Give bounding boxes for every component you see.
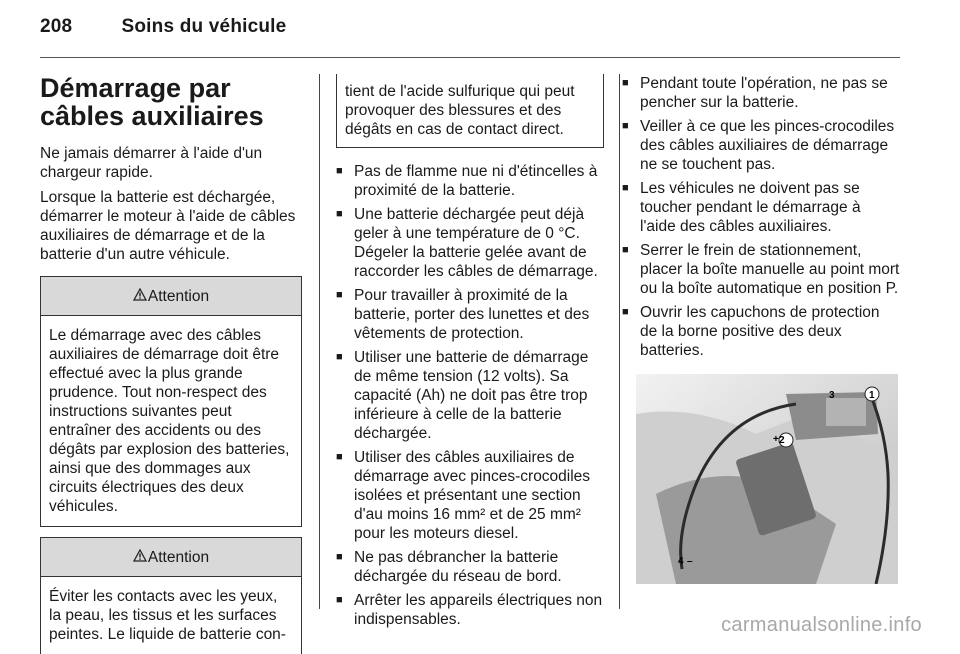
list-item: ■ Arrêter les appareils électriques non indispensables. bbox=[336, 591, 604, 629]
list-item: ■ Pour travailler à proximité de la batterie, porter des lunettes et des vêtements de protection. bbox=[336, 286, 604, 343]
warning-header-1 bbox=[41, 277, 301, 316]
photo-label-1: 1 bbox=[869, 390, 875, 401]
paragraph-charger: Ne jamais démarrer à l'aide d'un chargeur rapide. bbox=[40, 145, 263, 181]
section-title: Soins du véhicule bbox=[121, 16, 287, 37]
photo-minus-sign: – bbox=[687, 556, 693, 567]
paragraph-battery: Lorsque la batterie est déchargée, démarrer le moteur à l'aide de câbles auxiliaires de démarrage et de la batterie d'un autre véhicule. bbox=[40, 189, 296, 263]
list-item: ■ Pas de flamme nue ni d'étincelles à proximité de la batterie. bbox=[336, 162, 604, 200]
warning-box-2-continued bbox=[336, 74, 604, 148]
photo-label-4: 4 bbox=[678, 556, 684, 567]
precautions-list-1 bbox=[336, 162, 604, 629]
watermark: carmanualsonline.info bbox=[721, 614, 922, 636]
column-2 bbox=[336, 74, 604, 634]
column-3 bbox=[622, 74, 900, 365]
warning-title-2: Attention bbox=[147, 548, 210, 566]
warning-triangle-icon bbox=[133, 548, 147, 567]
warning-body-2: Éviter les contacts avec les yeux, la peau, les tissus et les surfaces peintes. Le liquide de batterie con- bbox=[49, 588, 286, 643]
column-divider-1 bbox=[319, 74, 320, 609]
warning-triangle-icon bbox=[133, 287, 147, 306]
warning-box-2 bbox=[40, 537, 302, 654]
column-1 bbox=[40, 74, 302, 654]
list-item: ■ Utiliser des câbles auxiliaires de démarrage avec pinces-crocodiles isolées et présentant une section d'au moins 16 mm² et de 25 mm² pour les moteurs diesel. bbox=[336, 448, 604, 543]
list-item: ■ Ne pas débrancher la batterie déchargée du réseau de bord. bbox=[336, 548, 604, 586]
page-number: 208 bbox=[40, 16, 73, 37]
list-item: ■ Veiller à ce que les pinces-crocodiles des câbles auxiliaires de démarrage ne se touchent pas. bbox=[622, 117, 900, 174]
list-item: ■ Serrer le frein de stationnement, placer la boîte manuelle au point mort ou la boîte automatique en position P. bbox=[622, 241, 900, 298]
precautions-list-2 bbox=[622, 74, 900, 360]
list-item: ■ Les véhicules ne doivent pas se toucher pendant le démarrage à l'aide des câbles auxiliaires. bbox=[622, 179, 900, 236]
warning-body-1: Le démarrage avec des câbles auxiliaires de démarrage doit être effectué avec la plus grande prudence. Tout non-respect des instructions suivantes peut entraîner des accidents ou des dégâts par explosion des batteries, ainsi que des dommages aux circuits électriques des deux véhicules. bbox=[49, 327, 290, 515]
warning-header-2 bbox=[41, 538, 301, 577]
page-title: Démarrage par câbles auxiliaires bbox=[40, 73, 264, 131]
column-divider-2 bbox=[619, 74, 620, 609]
warning-body-2-continued: tient de l'acide sulfurique qui peut provoquer des blessures et des dégâts en cas de contact direct. bbox=[345, 83, 575, 138]
list-item: ■ Utiliser une batterie de démarrage de même tension (12 volts). Sa capacité (Ah) ne doit pas être trop inférieure à celle de la batterie déchargée. bbox=[336, 348, 604, 443]
page-header bbox=[40, 16, 286, 38]
photo-label-2: 2 bbox=[779, 435, 785, 446]
list-item: ■ Pendant toute l'opération, ne pas se pencher sur la batterie. bbox=[622, 74, 900, 112]
engine-bay-photo bbox=[636, 374, 898, 584]
photo-plus-sign: + bbox=[773, 434, 779, 445]
header-rule bbox=[40, 57, 900, 58]
photo-label-3: 3 bbox=[829, 390, 835, 401]
warning-title-1: Attention bbox=[147, 287, 210, 305]
warning-box-1 bbox=[40, 276, 302, 527]
list-item: ■ Ouvrir les capuchons de protection de la borne positive des deux batteries. bbox=[622, 303, 900, 360]
list-item: ■ Une batterie déchargée peut déjà geler à une température de 0 °C. Dégeler la batterie gelée avant de raccorder les câbles de démarrage. bbox=[336, 205, 604, 281]
